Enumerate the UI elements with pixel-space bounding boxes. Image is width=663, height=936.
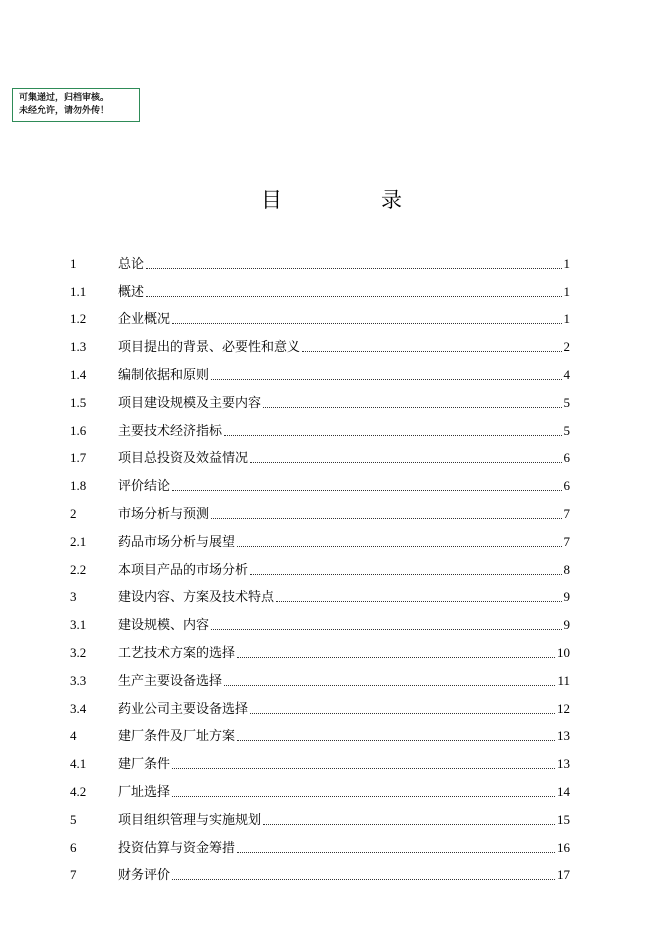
toc-entry-page: 5 — [563, 422, 570, 438]
toc-entry-title: 建厂条件及厂址方案 — [118, 729, 236, 745]
toc-title — [0, 184, 663, 216]
toc-entry-number: 1.5 — [70, 394, 87, 410]
toc-title-char-2: 录 — [381, 188, 402, 212]
toc-entry-page: 13 — [557, 728, 570, 744]
toc-entry-number: 1.8 — [70, 478, 87, 494]
toc-entry-page: 1 — [563, 311, 570, 327]
toc-entry-number: 1.2 — [70, 311, 87, 327]
toc-dot-leader — [224, 434, 561, 436]
toc-entry[interactable] — [70, 859, 570, 887]
toc-entry-title: 项目组织管理与实施规划 — [118, 812, 262, 828]
toc-dot-leader — [263, 823, 555, 825]
toc-entry[interactable] — [70, 330, 570, 358]
toc-dot-leader — [172, 878, 555, 880]
toc-entry-number: 1.1 — [70, 283, 87, 299]
toc-entry-number: 2.2 — [70, 561, 87, 577]
toc-entry-title: 生产主要设备选择 — [118, 673, 223, 689]
toc-dot-leader — [250, 712, 555, 714]
toc-entry-number: 3.2 — [70, 644, 87, 660]
toc-entry-page: 17 — [557, 867, 570, 883]
toc-entry[interactable] — [70, 414, 570, 442]
toc-entry-number: 6 — [70, 839, 77, 855]
toc-entry[interactable] — [70, 247, 570, 275]
toc-dot-leader — [237, 739, 555, 741]
toc-dot-leader — [172, 795, 555, 797]
toc-entry-number: 7 — [70, 867, 77, 883]
toc-entry-page: 2 — [563, 339, 570, 355]
toc-entry-number: 1 — [70, 255, 77, 271]
toc-entry-number: 3.3 — [70, 672, 87, 688]
toc-entry-page: 1 — [563, 283, 570, 299]
toc-entry-number: 1.7 — [70, 450, 87, 466]
toc-entry[interactable] — [70, 720, 570, 748]
toc-entry-page: 13 — [557, 756, 570, 772]
toc-entry-number: 1.3 — [70, 339, 87, 355]
toc-entry[interactable] — [70, 831, 570, 859]
toc-entry-title: 项目提出的背景、必要性和意义 — [118, 340, 301, 356]
toc-entry-page: 9 — [563, 589, 570, 605]
toc-entry-number: 4.2 — [70, 783, 87, 799]
toc-entry-number: 1.4 — [70, 366, 87, 382]
toc-entry-title: 药品市场分析与展望 — [118, 534, 236, 550]
toc-entry-page: 10 — [557, 644, 570, 660]
toc-dot-leader — [237, 656, 555, 658]
toc-dot-leader — [146, 267, 561, 269]
stamp-line-1: 可集递过，归档审核。 — [19, 93, 110, 103]
toc-entry-title: 药业公司主要设备选择 — [118, 701, 249, 717]
toc-entry-title: 本项目产品的市场分析 — [118, 562, 249, 578]
toc-dot-leader — [237, 545, 561, 547]
toc-entry-title: 总论 — [118, 256, 145, 272]
toc-entry-title: 概述 — [118, 284, 145, 300]
toc-entry-page: 5 — [563, 394, 570, 410]
table-of-contents — [70, 247, 570, 886]
toc-dot-leader — [146, 295, 561, 297]
toc-dot-leader — [250, 461, 561, 463]
toc-entry-page: 15 — [557, 811, 570, 827]
toc-entry-title: 项目建设规模及主要内容 — [118, 395, 262, 411]
toc-entry-page: 9 — [563, 617, 570, 633]
toc-dot-leader — [172, 322, 561, 324]
toc-entry-page: 8 — [563, 561, 570, 577]
toc-entry[interactable] — [70, 275, 570, 303]
toc-dot-leader — [211, 517, 561, 519]
toc-dot-leader — [237, 851, 555, 853]
toc-entry[interactable] — [70, 608, 570, 636]
toc-entry-page: 12 — [557, 700, 570, 716]
toc-entry-number: 3.4 — [70, 700, 87, 716]
toc-entry[interactable] — [70, 692, 570, 720]
confidential-stamp — [12, 88, 140, 122]
toc-entry-page: 7 — [563, 505, 570, 521]
stamp-line-2: 未经允许，请勿外传！ — [19, 106, 110, 116]
toc-entry-page: 14 — [557, 783, 570, 799]
toc-entry-page: 1 — [563, 255, 570, 271]
toc-dot-leader — [302, 350, 561, 352]
toc-entry-number: 3 — [70, 589, 77, 605]
toc-entry-number: 2 — [70, 505, 77, 521]
toc-entry[interactable] — [70, 553, 570, 581]
toc-entry[interactable] — [70, 581, 570, 609]
toc-entry[interactable] — [70, 386, 570, 414]
toc-entry-page: 16 — [557, 839, 570, 855]
toc-entry[interactable] — [70, 803, 570, 831]
toc-entry[interactable] — [70, 497, 570, 525]
toc-entry[interactable] — [70, 358, 570, 386]
toc-entry-title: 建设规模、内容 — [118, 618, 210, 634]
toc-entry-title: 投资估算与资金筹措 — [118, 840, 236, 856]
toc-entry-number: 1.6 — [70, 422, 87, 438]
toc-dot-leader — [250, 573, 561, 575]
toc-dot-leader — [211, 378, 561, 380]
toc-entry-number: 5 — [70, 811, 77, 827]
toc-entry-title: 财务评价 — [118, 868, 171, 884]
toc-dot-leader — [211, 628, 561, 630]
toc-entry-number: 4 — [70, 728, 77, 744]
toc-entry-title: 厂址选择 — [118, 784, 171, 800]
toc-entry-title: 主要技术经济指标 — [118, 423, 223, 439]
toc-entry-title: 项目总投资及效益情况 — [118, 451, 249, 467]
toc-entry[interactable] — [70, 525, 570, 553]
toc-dot-leader — [276, 600, 561, 602]
toc-entry[interactable] — [70, 664, 570, 692]
toc-entry-title: 企业概况 — [118, 312, 171, 328]
toc-entry-page: 6 — [563, 450, 570, 466]
toc-entry-page: 11 — [557, 672, 570, 688]
toc-entry[interactable] — [70, 442, 570, 470]
toc-entry[interactable] — [70, 303, 570, 331]
toc-entry-page: 7 — [563, 533, 570, 549]
toc-entry-title: 编制依据和原则 — [118, 367, 210, 383]
toc-entry-title: 建设内容、方案及技术特点 — [118, 590, 275, 606]
toc-entry[interactable] — [70, 775, 570, 803]
toc-entry-title: 市场分析与预测 — [118, 506, 210, 522]
toc-entry-page: 4 — [563, 366, 570, 382]
toc-entry-title: 建厂条件 — [118, 757, 171, 773]
toc-dot-leader — [172, 767, 555, 769]
toc-entry-title: 工艺技术方案的选择 — [118, 645, 236, 661]
toc-entry[interactable] — [70, 469, 570, 497]
toc-dot-leader — [172, 489, 561, 491]
toc-entry[interactable] — [70, 636, 570, 664]
toc-entry[interactable] — [70, 747, 570, 775]
toc-entry-number: 3.1 — [70, 617, 87, 633]
toc-entry-page: 6 — [563, 478, 570, 494]
toc-dot-leader — [263, 406, 561, 408]
toc-entry-title: 评价结论 — [118, 479, 171, 495]
toc-dot-leader — [224, 684, 555, 686]
toc-title-char-1: 目 — [261, 188, 282, 212]
toc-entry-number: 4.1 — [70, 756, 87, 772]
toc-entry-number: 2.1 — [70, 533, 87, 549]
